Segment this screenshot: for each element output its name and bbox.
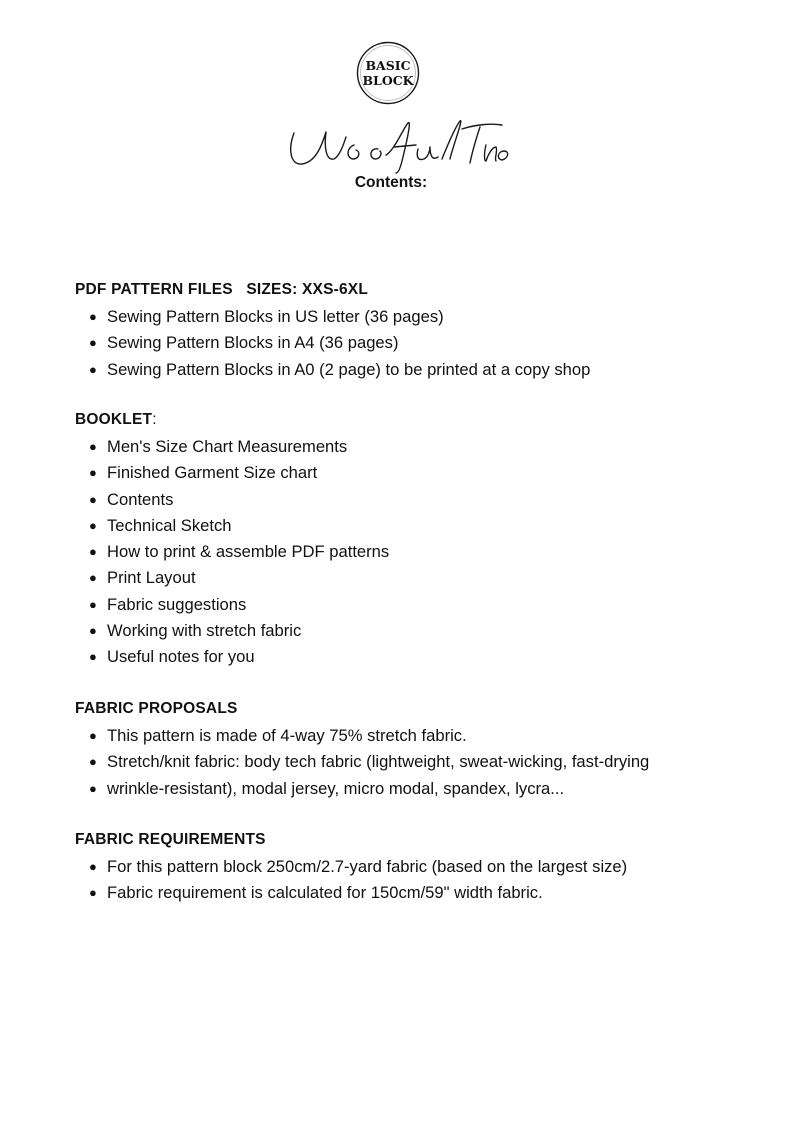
basic-block-logo <box>356 41 420 105</box>
list-item-text: Useful notes for you <box>107 647 255 667</box>
bullet-icon: ● <box>89 596 97 612</box>
list-item <box>75 618 775 644</box>
list-item <box>75 592 775 618</box>
list-item <box>75 749 775 775</box>
list-item-text: Fabric requirement is calculated for 150cm/59" width fabric. <box>107 883 543 903</box>
section-booklet <box>75 409 775 671</box>
section-heading: FABRIC REQUIREMENTS <box>75 831 266 848</box>
list-item <box>75 539 775 565</box>
list-item <box>75 644 775 670</box>
bullet-list <box>75 854 775 907</box>
bullet-icon: ● <box>89 544 97 560</box>
list-item-text: Print Layout <box>107 568 196 588</box>
list-item-text: Finished Garment Size chart <box>107 463 318 483</box>
list-item <box>75 880 775 906</box>
bullet-icon: ● <box>89 309 97 324</box>
list-item <box>75 854 775 880</box>
bullet-list <box>75 304 775 383</box>
list-item-text: Fabric suggestions <box>107 594 247 614</box>
bullet-icon: ● <box>89 465 97 481</box>
logo-line-1: BASIC <box>365 58 411 73</box>
bullet-icon: ● <box>89 491 97 507</box>
section-pdf-pattern-files <box>75 279 775 383</box>
section-heading: FABRIC PROPOSALS <box>75 700 238 717</box>
list-item-text: Sewing Pattern Blocks in A0 (2 page) to be printed at a copy shop <box>107 359 591 379</box>
list-item-text: Contents <box>107 489 174 509</box>
list-item-text: wrinkle-resistant), modal jersey, micro modal, spandex, lycra... <box>107 778 565 798</box>
list-item <box>75 723 775 749</box>
bullet-list <box>75 434 775 671</box>
contents-label: Contents: <box>354 174 428 191</box>
section-heading: PDF PATTERN FILES SIZES: XXS-6XL <box>75 281 369 298</box>
list-item <box>75 304 775 330</box>
section-fabric-proposals <box>75 698 775 802</box>
bullet-icon: ● <box>89 728 97 743</box>
bullet-icon: ● <box>89 754 97 770</box>
list-item-text: Sewing Pattern Blocks in A4 (36 pages) <box>107 333 399 353</box>
section-heading <box>75 409 775 431</box>
list-item-text: Men's Size Chart Measurements <box>107 437 348 456</box>
section-heading-text: BOOKLET <box>75 411 153 428</box>
bullet-icon: ● <box>89 649 97 665</box>
list-item-text: Sewing Pattern Blocks in US letter (36 pages) <box>107 307 444 326</box>
section-fabric-requirements <box>75 829 775 907</box>
list-item <box>75 776 775 802</box>
section-heading-colon: : <box>152 411 157 428</box>
list-item-text: Technical Sketch <box>107 515 232 535</box>
list-item <box>75 487 775 513</box>
bullet-icon: ● <box>89 517 97 533</box>
bullet-icon: ● <box>89 623 97 639</box>
bullet-icon: ● <box>89 335 97 351</box>
list-item-text: Working with stretch fabric <box>107 621 302 641</box>
bullet-icon: ● <box>89 439 97 454</box>
bullet-icon: ● <box>89 885 97 901</box>
list-item <box>75 330 775 356</box>
list-item-text: For this pattern block 250cm/2.7-yard fabric (based on the largest size) <box>107 857 628 876</box>
list-item <box>75 565 775 591</box>
list-item <box>75 460 775 486</box>
list-item <box>75 434 775 460</box>
script-title-shape <box>291 121 508 173</box>
list-item <box>75 357 775 383</box>
list-item <box>75 513 775 539</box>
useful-info-script-title <box>282 115 512 177</box>
bullet-icon: ● <box>89 361 97 377</box>
bullet-list <box>75 723 775 802</box>
bullet-icon: ● <box>89 859 97 874</box>
bullet-icon: ● <box>89 780 97 796</box>
bullet-icon: ● <box>89 570 97 586</box>
list-item-text: Stretch/knit fabric: body tech fabric (lightweight, sweat-wicking, fast-drying <box>107 752 650 772</box>
list-item-text: How to print & assemble PDF patterns <box>107 542 390 562</box>
list-item-text: This pattern is made of 4-way 75% stretch fabric. <box>107 726 467 745</box>
logo-line-2: BLOCK <box>362 73 414 88</box>
